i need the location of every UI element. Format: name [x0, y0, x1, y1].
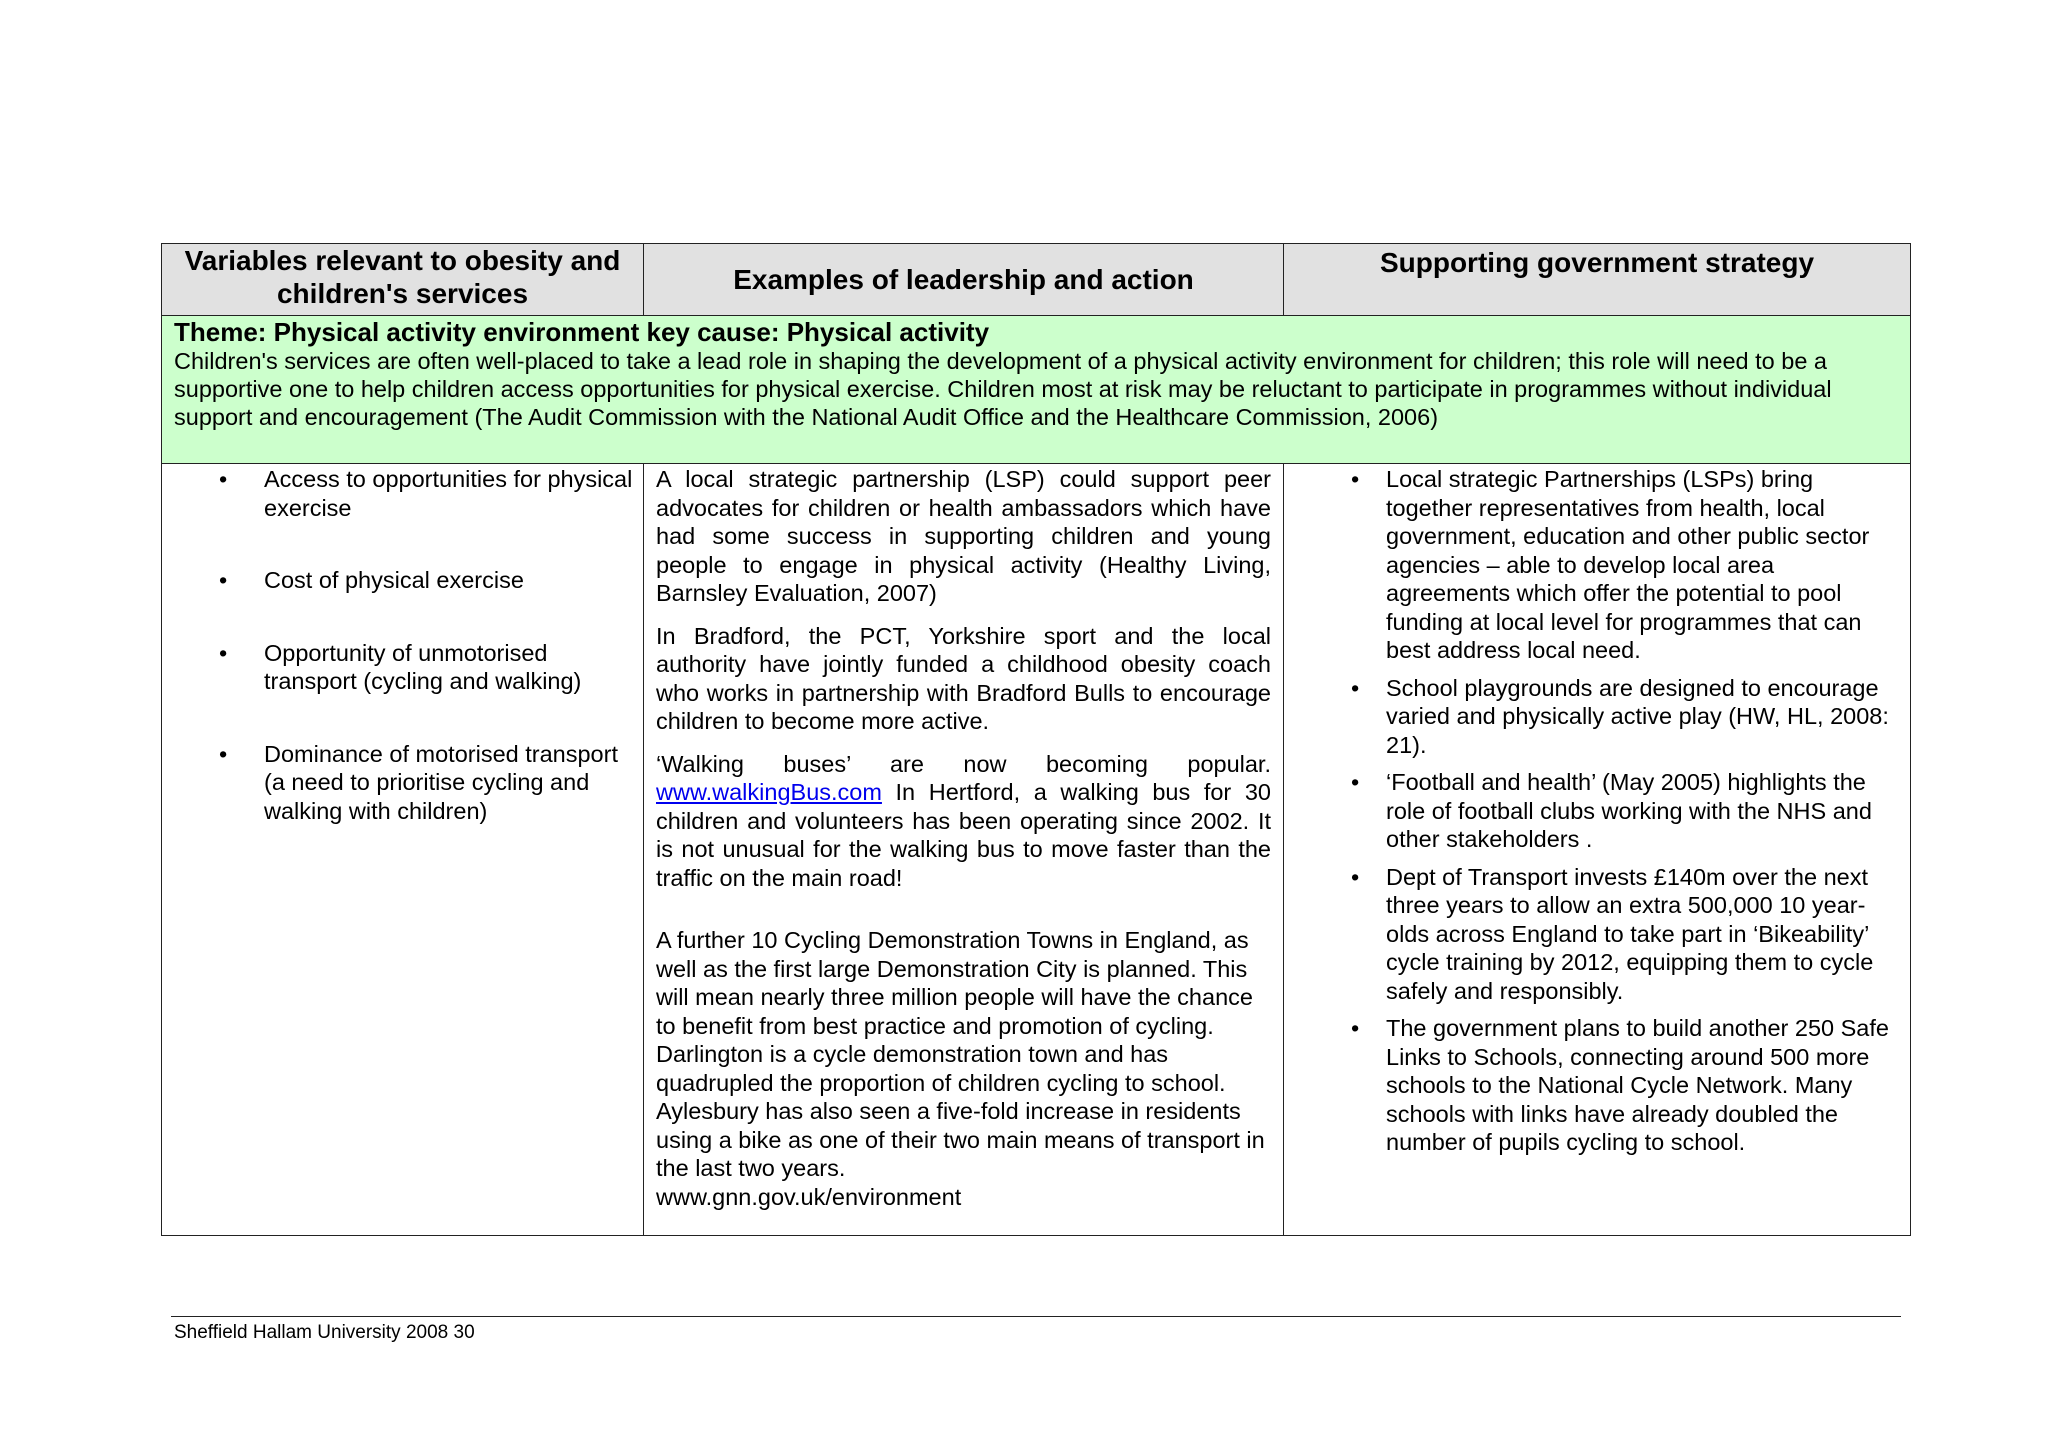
list-item: • Dominance of motorised transport (a need to prioritise cycling and walking with children) — [162, 740, 633, 826]
strategy-table — [161, 243, 1911, 1236]
header-variables: Variables relevant to obesity and children's services — [162, 244, 644, 316]
walking-bus-paragraph — [656, 750, 1271, 893]
table-header-row — [162, 244, 1911, 316]
cycling-paragraph — [656, 926, 1271, 1211]
example-paragraph: A local strategic partnership (LSP) could support peer advocates for children or health ambassadors which have had some success in supporting children and young people to engage in physical activity (Healthy Living, Barnsley Evaluation, 2007) — [656, 466, 1271, 606]
walking-bus-lead: ‘Walking buses’ are now becoming popular. — [656, 750, 1271, 777]
theme-text: Children's services are often well-placed to take a lead role in shaping the development of a physical activity environment for children; this role will need to be a supportive one to help children access opportunities for physical exercise. Children most at risk may be reluctant to participate in programmes without individual support and encouragement (The Audit Commission with the National Audit Office and the Healthcare Commission, 2006) — [174, 348, 1832, 430]
list-item: • Opportunity of unmotorised transport (cycling and walking) — [162, 639, 633, 696]
list-item: • The government plans to build another 250 Safe Links to Schools, connecting around 500 more schools to the National Cycle Network. Many schools with links have already doubled the number of pupils cycling to school. — [1296, 1014, 1898, 1157]
list-item: • Cost of physical exercise — [162, 566, 633, 595]
examples-cell — [644, 464, 1284, 1236]
variables-cell — [162, 464, 644, 1236]
example-paragraph: In Bradford, the PCT, Yorkshire sport and the local authority have jointly funded a childhood obesity coach who works in partnership with Bradford Bulls to encourage children to become more active. — [656, 622, 1271, 734]
list-item: • Access to opportunities for physical exercise — [162, 465, 633, 522]
theme-row — [162, 316, 1911, 464]
theme-cell — [162, 316, 1911, 464]
gnn-url-text: www.gnn.gov.uk/environment — [656, 1183, 962, 1210]
header-examples: Examples of leadership and action — [644, 244, 1284, 316]
header-strategy: Supporting government strategy — [1284, 244, 1911, 316]
list-item: • Dept of Transport invests £140m over the next three years to allow an extra 500,000 10 year-olds across England to take part in ‘Bikeability’ cycle training by 2012, equipping them to cycle safely and responsibly. — [1296, 863, 1898, 1006]
list-item: • School playgrounds are designed to encourage varied and physically active play (HW, HL, 2008: 21). — [1296, 674, 1898, 760]
footer-divider — [171, 1316, 1901, 1317]
content-row — [162, 464, 1911, 1236]
list-item: • Local strategic Partnerships (LSPs) bring together representatives from health, local government, education and other public sector agencies – able to develop local area agreements which offer the potential to pool funding at local level for programmes that can best address local need. — [1296, 465, 1898, 665]
strategy-list — [1296, 465, 1898, 1157]
variables-list — [162, 465, 633, 825]
walkingbus-link[interactable]: www.walkingBus.com — [656, 779, 882, 805]
walking-bus-text: In Hertford, a walking bus for 30 children and volunteers has been operating since 2002. It is not unusual for the walking bus to move faster than the traffic on the main road! — [656, 779, 1271, 891]
theme-title: Theme: Physical activity environment key cause: Physical activity — [174, 317, 990, 347]
strategy-cell — [1284, 464, 1911, 1236]
footer-text: Sheffield Hallam University 2008 30 — [174, 1322, 475, 1343]
list-item: • ‘Football and health’ (May 2005) highlights the role of football clubs working with the NHS and other stakeholders . — [1296, 768, 1898, 854]
cycling-text: A further 10 Cycling Demonstration Towns in England, as well as the first large Demonstration City is planned. This will mean nearly three million people will have the chance to benefit from best practice and promotion of cycling. Darlington is a cycle demonstration town and has quadrupled the proportion of children cycling to school. Aylesbury has also seen a five-fold increase in residents using a bike as one of their two main means of transport in the last two years. — [656, 927, 1265, 1181]
